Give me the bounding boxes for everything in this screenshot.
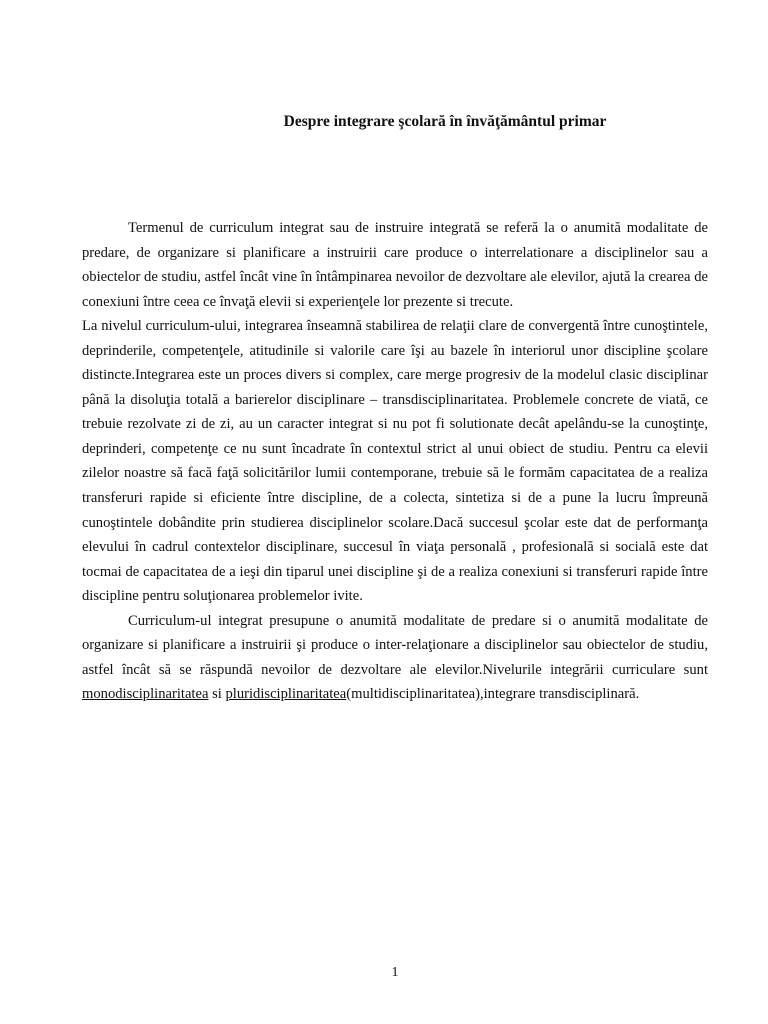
document-title: Despre integrare şcolară în învăţământul primar	[283, 113, 607, 130]
document-body	[82, 216, 708, 707]
paragraph-3-text-start: Curriculum-ul integrat presupune o anumită modalitate de predare si o anumită modalitate de organizare si planificare a instruirii şi produce o inter-relaţionare a disciplinelor sau obiectelor de studiu, astfel încât să se răspundă nevoilor de dezvoltare ale elevilor.Nivelurile integrării curriculare sunt	[82, 612, 708, 678]
page-number: 1	[391, 965, 399, 980]
term-pluridisciplinaritatea: pluridisciplinaritatea	[225, 686, 347, 703]
paragraph-3	[82, 609, 708, 707]
paragraph-2: La nivelul curriculum-ului, integrarea înseamnă stabilirea de relaţii clare de convergentă între cunoştintele, deprinderile, competenţele, atitudinile si valorile care îşi au bazele în interiorul unor discipline şcolare distincte.Integrarea este un proces divers si complex, care merge progresiv de la modelul clasic disciplinar până la disoluţia totală a barierelor disciplinare – transdisciplinaritatea. Problemele concrete de viată, ce trebuie rezolvate zi de zi, au un caracter integrat si nu pot fi solutionate decât apelându-se la cunoştinţe, deprinderi, competenţe ce nu sunt încadrate în contextul strict al unui obiect de studiu. Pentru ca elevii zilelor noastre să facă faţă solicitărilor lumii contemporane, trebuie să le formăm capacitatea de a realiza transferuri rapide si eficiente între discipline, de a colecta, sintetiza si de a pune la lucru împreună cunoştintele dobândite prin studierea disciplinelor scolare.Dacă succesul şcolar este dat de performanţa elevului în cadrul contextelor disciplinare, succesul în viaţa personală , profesională si socială este dat tocmai de capacitatea de a ieşi din tiparul unei discipline şi de a realiza conexiuni si transferuri rapide între discipline pentru soluţionarea problemelor ivite.	[82, 318, 708, 605]
paragraph-3-text-end: (multidisciplinaritatea),integrare transdisciplinară.	[346, 686, 640, 703]
term-monodisciplinaritatea: monodisciplinaritatea	[82, 686, 209, 703]
conjunction-si: si	[208, 686, 226, 703]
paragraph-1: Termenul de curriculum integrat sau de instruire integrată se referă la o anumită modalitate de predare, de organizare si planificare a instruirii care produce o interrelationare a disciplinelor sau a obiectelor de studiu, astfel încât vine în întâmpinarea nevoilor de dezvoltare ale elevilor, ajută la crearea de conexiuni între ceea ce învaţă elevii si experienţele lor prezente si trecute.	[82, 220, 708, 310]
